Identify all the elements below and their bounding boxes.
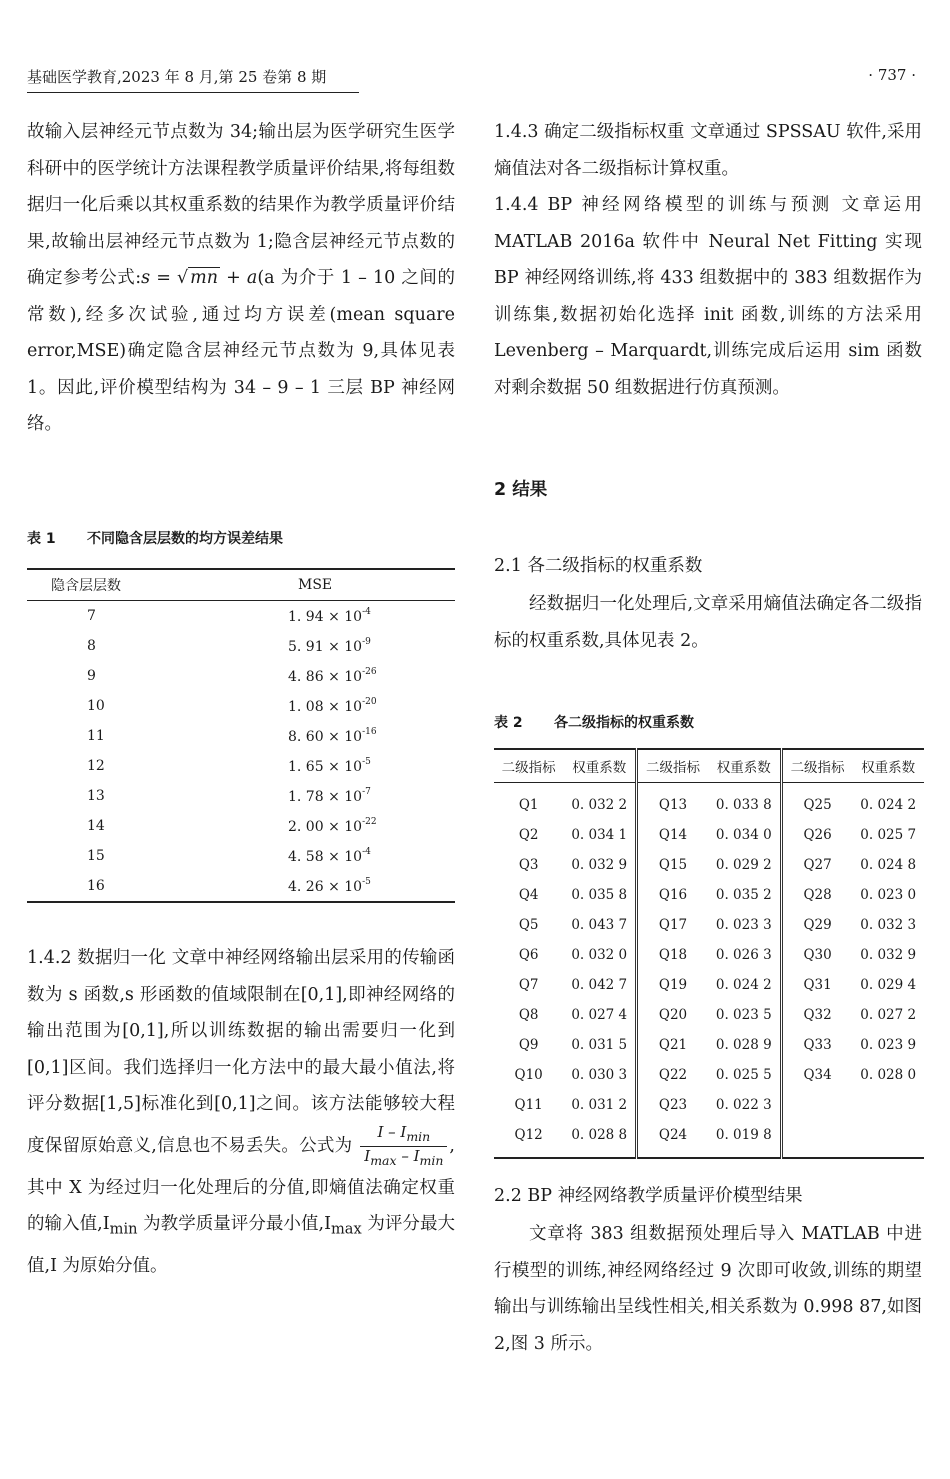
table2-cell: Q20	[658, 1007, 688, 1023]
formula-s: s = √ mn + a	[141, 268, 258, 288]
text: 文章通过 SPSSAU 软件,采用熵值法对各二级指标计算权重。	[494, 122, 922, 179]
table2-cell: Q13	[658, 797, 688, 813]
table2-cell: 0. 023 0	[860, 887, 917, 903]
section-1-4-4-heading: 1.4.4 BP 神经网络模型的训练与预测	[494, 195, 833, 215]
table2-cell: Q7	[518, 977, 539, 993]
mse-exponent: -22	[362, 817, 377, 827]
table2-header: 二级指标	[494, 749, 563, 783]
table2	[494, 748, 924, 1159]
fraction-numerator	[360, 1123, 447, 1147]
table2-cell: 0. 022 3	[708, 1090, 781, 1120]
table2-cell	[852, 1090, 924, 1120]
table1-title: 不同隐含层层数的均方误差结果	[87, 531, 283, 547]
table2-cell: 0. 027 2	[860, 1007, 917, 1023]
table2-header: 权重系数	[852, 749, 924, 783]
table2-cell: 0. 026 3	[708, 940, 781, 970]
table-row	[27, 601, 455, 632]
table2-cell: 0. 035 2	[708, 880, 781, 910]
table2-cell: Q23	[658, 1097, 688, 1113]
table1-cell-mse	[208, 871, 455, 902]
mse-exponent: -7	[362, 787, 371, 797]
paragraph-normalization	[27, 940, 455, 1285]
mse-mantissa: 4. 26 × 10	[288, 879, 363, 895]
table2-cell: Q6	[518, 947, 539, 963]
table2-cell: 0. 028 0	[860, 1067, 917, 1083]
denominator-sub1: max	[370, 1152, 397, 1168]
table-row	[494, 970, 924, 1000]
table1-cell-layers: 13	[87, 788, 105, 804]
table2-cell: 0. 024 8	[860, 857, 917, 873]
table1-number: 表 1	[27, 531, 56, 547]
table2-cell: 0. 028 8	[563, 1120, 636, 1158]
mse-exponent: -9	[362, 637, 371, 647]
section-2-1-heading: 2.1 各二级指标的权重系数	[494, 556, 703, 576]
table2-cell: Q1	[518, 797, 539, 813]
table1-caption	[27, 528, 283, 548]
table-row	[494, 910, 924, 940]
table2-cell	[852, 1120, 924, 1158]
table2-cell: Q26	[803, 827, 832, 843]
table2-cell: Q17	[658, 917, 688, 933]
table1-cell-layers: 11	[87, 728, 105, 744]
left-column-top	[27, 114, 455, 443]
text: 经数据归一化处理后,文章采用熵值法确定各二级指标的权重系数,具体见表 2。	[494, 594, 922, 651]
table-row	[27, 631, 455, 661]
table2-cell: Q12	[514, 1127, 543, 1143]
sub-max: max	[330, 1220, 362, 1238]
denominator-mid: – I	[396, 1146, 420, 1165]
table2-cell: Q32	[803, 1007, 832, 1023]
table-row	[27, 841, 455, 871]
table2-cell: Q31	[803, 977, 832, 993]
table2-cell: Q5	[518, 917, 539, 933]
table1-cell-mse	[208, 781, 455, 811]
table1-cell-layers: 8	[87, 638, 96, 654]
table2-cell: 0. 032 0	[563, 940, 636, 970]
table2-cell	[781, 1120, 852, 1158]
running-header: 基础医学教育,2023 年 8 月,第 25 卷第 8 期	[27, 68, 327, 86]
mse-exponent: -4	[362, 847, 371, 857]
table2-title: 各二级指标的权重系数	[554, 715, 694, 731]
table-row	[494, 1000, 924, 1030]
table2-header: 二级指标	[781, 749, 852, 783]
table2-cell: Q11	[514, 1097, 543, 1113]
table2-cell: 0. 031 2	[563, 1090, 636, 1120]
table1-cell-layers: 7	[87, 608, 96, 624]
table-row	[27, 781, 455, 811]
formula-root: mn	[190, 268, 219, 288]
table1-cell-mse	[208, 721, 455, 751]
table-row	[27, 691, 455, 721]
mse-mantissa: 2. 00 × 10	[288, 819, 363, 835]
table-row	[27, 751, 455, 781]
table2-number: 表 2	[494, 715, 523, 731]
text: 文章中神经网络输出层采用的传输函数为 s 函数,s 形函数的值域限制在[0,1],即神经网络的输出范围为[0,1],所以训练数据的输出需要归一化到[0,1]区间。我们选择归一化方法中的最大最小值法,将评分数据[1,5]标准化到[0,1]之间。该方法能够较大程度保留原始意义,信息也不易丢失。公式为	[27, 948, 456, 1156]
right-column-top	[494, 114, 922, 406]
table2-cell: Q19	[658, 977, 688, 993]
table-row	[494, 850, 924, 880]
mse-exponent: -5	[362, 877, 371, 887]
table1-header-mse: MSE	[208, 569, 455, 601]
table2-cell: 0. 023 5	[708, 1000, 781, 1030]
table1-cell-mse	[208, 601, 455, 632]
header-rule	[27, 92, 359, 93]
table-row	[494, 940, 924, 970]
mse-exponent: -16	[362, 727, 377, 737]
table2-cell: Q10	[514, 1067, 543, 1083]
paragraph-2-1	[494, 586, 922, 659]
mse-exponent: -5	[362, 757, 371, 767]
table2-cell: Q22	[658, 1067, 688, 1083]
table2-cell: Q3	[518, 857, 539, 873]
mse-exponent: -26	[362, 667, 377, 677]
mse-mantissa: 5. 91 × 10	[288, 639, 363, 655]
section-1-4-2-heading: 1.4.2 数据归一化	[27, 948, 166, 968]
formula-tail: + a	[220, 268, 258, 288]
denominator-sub2: min	[419, 1152, 444, 1168]
paragraph-1-4-4	[494, 187, 922, 406]
table2-cell: 0. 043 7	[563, 910, 636, 940]
table2-cell: Q33	[803, 1037, 832, 1053]
table1-body	[27, 601, 455, 903]
table2-caption	[494, 712, 694, 732]
table2-cell: Q16	[658, 887, 688, 903]
table2-cell: Q2	[518, 827, 539, 843]
table2-cell: Q29	[803, 917, 832, 933]
formula-normalization	[360, 1123, 447, 1170]
table2-cell: 0. 024 2	[860, 797, 917, 813]
table1-cell-mse	[208, 691, 455, 721]
text: 文章运用 MATLAB 2016a 软件中 Neural Net Fitting 实现 BP 神经网络训练,将 433 组数据中的 383 组数据作为训练集,数据初始化选择 init 函数,训练的方法采用 Levenberg – Marquardt,训练完成后运用 sim 函数对剩余数据 50 组数据进行仿真预测。	[494, 195, 922, 398]
numerator-text: I – I	[377, 1122, 407, 1141]
table1-cell-layers: 14	[87, 818, 105, 834]
table-row	[494, 880, 924, 910]
table2-cell: 0. 034 0	[708, 820, 781, 850]
table2-cell: Q4	[518, 887, 539, 903]
table1-cell-mse	[208, 751, 455, 781]
table1-cell-mse	[208, 841, 455, 871]
table2-cell: Q8	[518, 1007, 539, 1023]
mse-mantissa: 4. 86 × 10	[288, 669, 363, 685]
table2-header: 权重系数	[563, 749, 636, 783]
paragraph-1-4-3	[494, 114, 922, 187]
mse-mantissa: 4. 58 × 10	[288, 849, 363, 865]
text: 为评分最大值,I 为原始分值。	[27, 1214, 455, 1276]
table2-body	[494, 783, 924, 1159]
table1-cell-layers: 10	[87, 698, 105, 714]
left-column-bottom	[27, 940, 455, 1285]
table2-cell: 0. 031 5	[563, 1030, 636, 1060]
mse-exponent: -4	[362, 607, 371, 617]
table1	[27, 568, 455, 903]
page-number: · 737 ·	[868, 66, 916, 84]
text: 文章将 383 组数据预处理后导入 MATLAB 中进行模型的训练,神经网络经过 9 次即可收敛,训练的期望输出与训练输出呈线性相关,相关系数为 0.998 87,如图 2,图 3 所示。	[494, 1224, 922, 1354]
table2-cell: 0. 042 7	[563, 970, 636, 1000]
table2-cell: Q21	[658, 1037, 688, 1053]
table-row	[27, 661, 455, 691]
table2-cell: Q18	[658, 947, 688, 963]
fraction-denominator	[360, 1147, 447, 1170]
table2-cell: Q25	[803, 797, 832, 813]
table2-cell	[781, 1090, 852, 1120]
table2-cell: 0. 033 8	[708, 783, 781, 821]
numerator-sub: min	[406, 1128, 431, 1144]
mse-exponent: -20	[362, 697, 377, 707]
table2-header: 二级指标	[637, 749, 708, 783]
formula-lhs: s =	[141, 268, 177, 288]
table-row	[494, 783, 924, 821]
mse-mantissa: 1. 08 × 10	[288, 699, 363, 715]
section-2-2-heading: 2.2 BP 神经网络教学质量评价模型结果	[494, 1186, 803, 1206]
mse-mantissa: 1. 65 × 10	[288, 759, 363, 775]
table2-cell: 0. 023 9	[860, 1037, 917, 1053]
text: ,其中 X 为经过归一化处理后的分值,即熵值法确定权重的输入值,I	[27, 1135, 455, 1234]
table2-cell: 0. 029 2	[708, 850, 781, 880]
table-row	[494, 1090, 924, 1120]
table2-cell: 0. 032 3	[860, 917, 917, 933]
mse-mantissa: 1. 94 × 10	[288, 609, 363, 625]
table2-cell: Q14	[658, 827, 688, 843]
section-1-4-3-heading: 1.4.3 确定二级指标权重	[494, 122, 685, 142]
table2-cell: 0. 023 3	[708, 910, 781, 940]
table2-cell: 0. 025 5	[708, 1060, 781, 1090]
text: 故输入层神经元节点数为 34;输出层为医学研究生医学科研中的医学统计方法课程教学质量评价结果,将每组数据归一化后乘以其权重系数的结果作为教学质量评价结果,故输出层神经元节点数为 1;隐含层神经元节点数的确定参考公式:	[27, 122, 455, 288]
table2-cell: 0. 029 4	[860, 977, 917, 993]
table2-cell: Q28	[803, 887, 832, 903]
table-row	[494, 1120, 924, 1158]
section-2-heading: 2 结果	[494, 480, 548, 500]
table-row	[27, 811, 455, 841]
table2-cell: 0. 019 8	[708, 1120, 781, 1158]
table2-header: 权重系数	[708, 749, 781, 783]
table2-cell: 0. 034 1	[563, 820, 636, 850]
table2-cell: Q30	[803, 947, 832, 963]
table1-header-layers: 隐含层层数	[27, 569, 208, 601]
table1-cell-layers: 9	[87, 668, 96, 684]
table2-cell: 0. 032 9	[860, 947, 917, 963]
table2-cell: 0. 032 9	[563, 850, 636, 880]
table2-cell: Q34	[803, 1067, 832, 1083]
text: 为教学质量评分最小值,I	[137, 1214, 331, 1234]
table2-cell: Q15	[658, 857, 688, 873]
table1-cell-layers: 16	[27, 871, 208, 902]
table1-cell-layers: 15	[87, 848, 105, 864]
table2-cell: 0. 028 9	[708, 1030, 781, 1060]
table1-cell-mse	[208, 631, 455, 661]
paragraph-2-2	[494, 1216, 922, 1362]
table-row	[494, 1030, 924, 1060]
sub-min: min	[109, 1220, 138, 1238]
mse-mantissa: 8. 60 × 10	[288, 729, 363, 745]
table1-cell-layers: 12	[87, 758, 105, 774]
denominator-text: I	[364, 1146, 371, 1165]
table2-cell: 0. 025 7	[860, 827, 917, 843]
table-row	[494, 820, 924, 850]
paragraph-hidden-layer	[27, 114, 455, 443]
table2-cell: 0. 030 3	[563, 1060, 636, 1090]
table-row	[494, 1060, 924, 1090]
table2-cell: 0. 027 4	[563, 1000, 636, 1030]
table2-cell: Q24	[658, 1127, 688, 1143]
table1-cell-mse	[208, 661, 455, 691]
table2-cell: 0. 024 2	[708, 970, 781, 1000]
table2-cell: Q9	[518, 1037, 539, 1053]
table1-cell-mse	[208, 811, 455, 841]
table-row	[27, 721, 455, 751]
mse-mantissa: 1. 78 × 10	[288, 789, 363, 805]
table2-cell: 0. 035 8	[563, 880, 636, 910]
table-row	[27, 871, 455, 902]
text: (a 为介于 1 – 10 之间的常数),经多次试验,通过均方误差(mean square error,MSE)确定隐含层神经元节点数为 9,具体见表 1。因此,评价模型结构为 34 – 9 – 1 三层 BP 神经网络。	[27, 268, 455, 434]
table2-cell: Q27	[803, 857, 832, 873]
table2-cell: 0. 032 2	[563, 783, 636, 821]
